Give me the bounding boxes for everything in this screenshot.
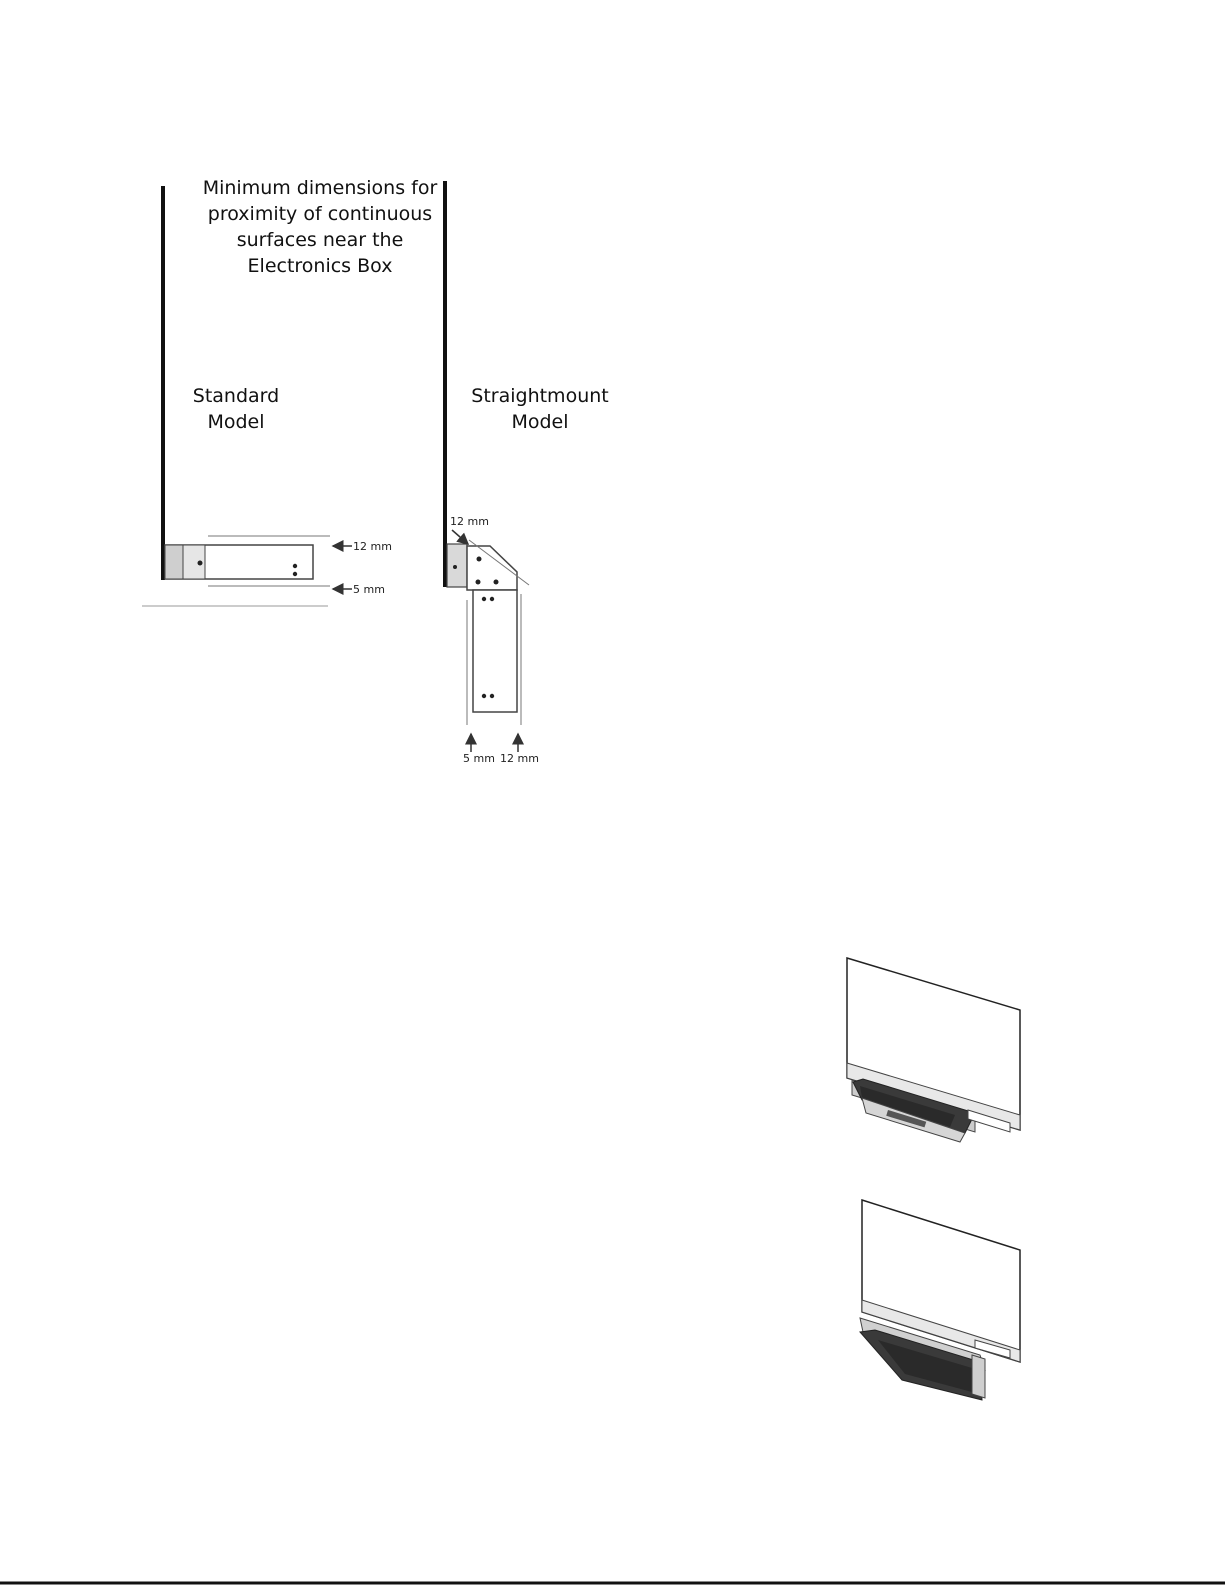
straightmount-label-line-2: Model [511, 411, 569, 433]
straightmount-dim-corner-label: 12 mm [450, 515, 489, 528]
straightmount-bracket [447, 544, 517, 590]
standard-dim-top-label: 12 mm [353, 540, 392, 553]
caption-line-4: Electronics Box [247, 255, 393, 277]
straightmount-label-line-1: Straightmount [471, 385, 609, 407]
standard-electronics-box [165, 545, 313, 579]
standard-dim-bottom-label: 5 mm [353, 583, 385, 596]
caption-line-1: Minimum dimensions for [202, 177, 438, 199]
straightmount-model [445, 181, 609, 765]
standard-label-line-1: Standard [192, 385, 280, 407]
straightmount-dim-right-label: 12 mm [500, 752, 539, 765]
display-illustration-straightmount [860, 1200, 1020, 1400]
standard-label-line-2: Model [207, 411, 265, 433]
caption-line-3: surfaces near the [236, 229, 404, 251]
straightmount-dim-arrow-corner [452, 530, 468, 544]
diagram-caption [203, 177, 438, 277]
caption-line-2: proximity of continuous [207, 203, 433, 225]
display-illustration-standard [847, 958, 1020, 1142]
straightmount-electronics-box [473, 590, 517, 712]
straightmount-dim-left-label: 5 mm [463, 752, 495, 765]
